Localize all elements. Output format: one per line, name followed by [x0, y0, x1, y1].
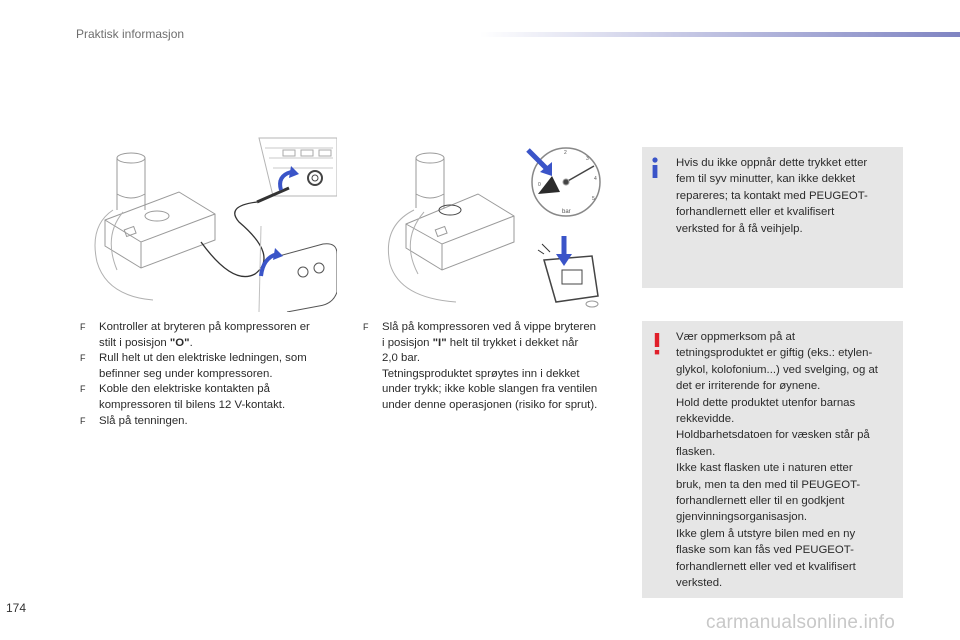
text-line: repareres; ta kontakt med PEUGEOT- [676, 189, 868, 202]
text-line: forhandlernett eller ved et kvalifisert [676, 560, 856, 573]
text-line: Tetningsproduktet sprøytes inn i dekket [382, 367, 580, 380]
gauge-tick-label: 2 [564, 150, 567, 156]
text-line: flaske som kan fås ved PEUGEOT- [676, 544, 854, 557]
text-line: helt til trykket i dekket når [446, 336, 579, 349]
bullet-marker: F [80, 384, 86, 395]
compressor-connection-illustration [83, 136, 337, 312]
text-line: Vær oppmerksom på at [676, 331, 796, 343]
text-line: forhandlernett eller et kvalifisert [676, 206, 835, 219]
text-line: Hold dette produktet utenfor barnas [676, 396, 856, 409]
info-icon [650, 157, 660, 184]
text-line: under denne operasjonen (risiko for sprut). [382, 398, 598, 411]
text-line: Holdbarhetsdatoen for væsken står på [676, 429, 870, 442]
list-item [77, 382, 347, 413]
text-line: . [189, 336, 193, 349]
text-line: kompressoren til bilens 12 V-kontakt. [99, 398, 286, 411]
warning-icon [654, 333, 660, 360]
gauge-tick-label: 5 [592, 196, 595, 202]
page-number: 174 [6, 601, 27, 615]
text-line: stilt i posisjon [99, 336, 170, 349]
text-line: Slå på kompressoren ved å vippe bryteren [382, 321, 597, 333]
compressor-gauge-illustration [366, 136, 620, 312]
text-line: rekkevidde. [676, 413, 735, 426]
text-line: tetningsproduktet er giftig (eks.: etylen- [676, 347, 873, 360]
switch-position-o: "O" [169, 336, 190, 349]
bullet-marker: F [80, 353, 86, 364]
list-item [77, 414, 347, 430]
list-item [77, 320, 347, 351]
watermark: carmanualsonline.info [706, 612, 896, 633]
text-line: Slå på tenningen. [99, 414, 188, 427]
text-line: gjenvinningsorganisasjon. [676, 511, 808, 524]
gauge-tick-label: 0 [538, 182, 541, 188]
list-item [360, 320, 640, 367]
text-line: det er irriterende for øynene. [676, 380, 821, 393]
bullet-marker: F [363, 322, 369, 332]
warning-note-text [676, 329, 897, 592]
text-line: i posisjon [382, 336, 433, 349]
text-line: forhandlernett eller til en godkjent [676, 495, 845, 508]
text-line: flasken. [676, 445, 716, 458]
gauge-tick-label: 3 [586, 156, 589, 162]
info-note-box [642, 147, 903, 288]
text-line: verksted for å få veihjelp. [676, 222, 803, 235]
bullet-marker: F [80, 415, 86, 426]
paragraph [360, 367, 640, 414]
gauge-unit-label: bar [562, 209, 571, 215]
text-line: under trykk; ikke koble slangen fra ventilen [382, 383, 598, 396]
switch-position-i: "I" [432, 336, 447, 349]
text-line: bruk, men ta den med til PEUGEOT- [676, 478, 861, 491]
warning-note-box [642, 321, 903, 598]
text-line: 2,0 bar. [382, 352, 420, 365]
middle-instructions [360, 320, 640, 414]
text-line: glykol, kolofonium...) ved svelging, og at [676, 363, 878, 376]
header-bar [480, 32, 960, 37]
left-instructions [77, 320, 347, 429]
text-line: Koble den elektriske kontakten på [99, 383, 270, 396]
list-item [77, 351, 347, 382]
bullet-marker: F [80, 322, 86, 332]
text-line: Ikke kast flasken ute i naturen etter [676, 462, 853, 475]
text-line: befinner seg under kompressoren. [99, 367, 273, 380]
text-line: verksted. [676, 577, 723, 590]
text-line: Kontroller at bryteren på kompressoren er [99, 321, 310, 333]
info-note-text [676, 155, 897, 237]
text-line: fem til syv minutter, kan ikke dekket [676, 173, 856, 186]
text-line: Ikke glem å utstyre bilen med en ny [676, 527, 856, 540]
text-line: Hvis du ikke oppnår dette trykket etter [676, 157, 868, 169]
gauge-tick-label: 4 [594, 176, 597, 182]
text-line: Rull helt ut den elektriske ledningen, som [99, 352, 307, 365]
section-title: Praktisk informasjon [76, 27, 185, 41]
